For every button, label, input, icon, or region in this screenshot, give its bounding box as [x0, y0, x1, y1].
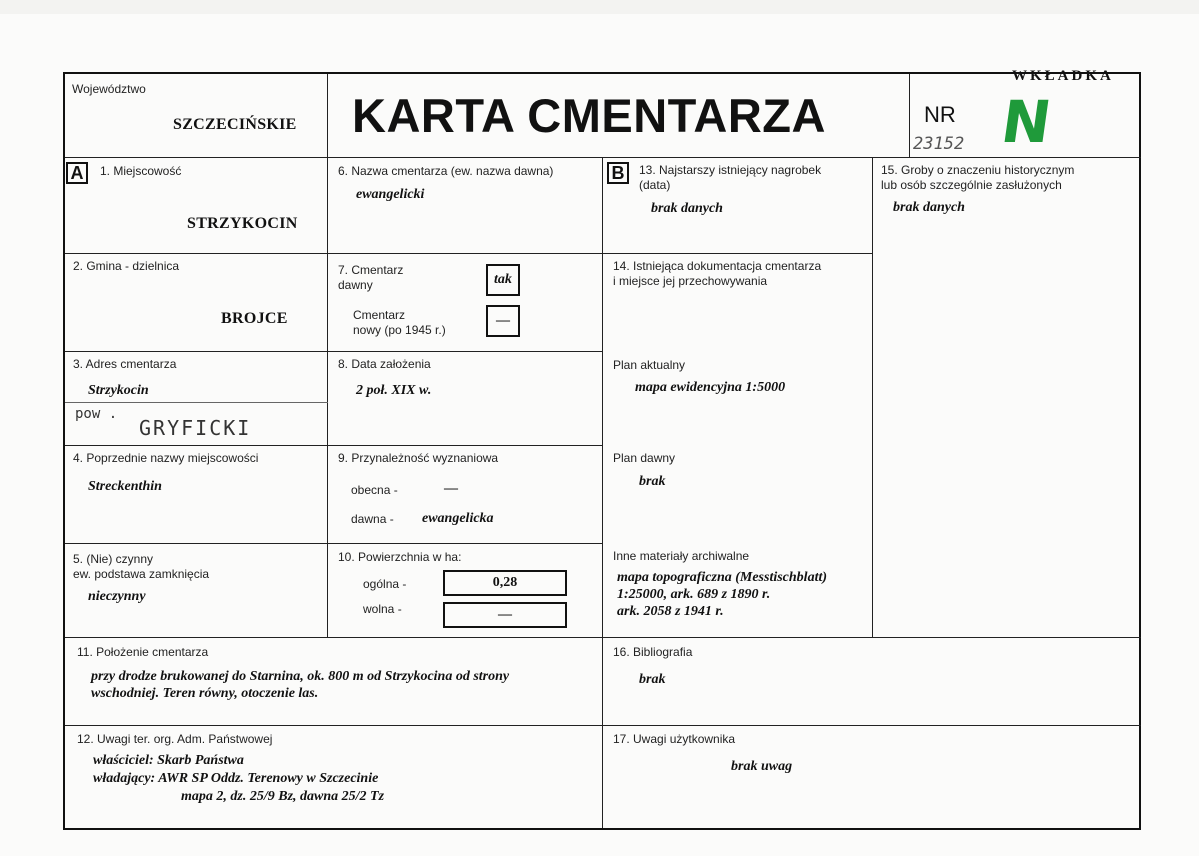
field-15-cell [873, 158, 1141, 638]
field-8-label: 8. Data założenia [338, 357, 431, 371]
field-17-value: brak uwag [731, 759, 793, 774]
wojewodztwo-label: Województwo [72, 82, 146, 96]
field-5-cell [65, 544, 328, 638]
field-7-dawny-box: tak [486, 264, 520, 296]
field-12-line-1: właściciel: Skarb Państwa [93, 753, 244, 768]
field-13-cell [603, 158, 873, 254]
field-9-cell [328, 446, 603, 544]
field-11-cell [65, 638, 603, 726]
field-3-value: Strzykocin [88, 383, 149, 398]
field-9-dawna-value: ewangelicka [422, 511, 494, 526]
field-3-cell [65, 352, 328, 446]
inne-materialy-value: mapa topograficzna (Messtischblatt) 1:25000, ark. 689 z 1890 r. ark. 2058 z 1941 r. [617, 570, 828, 619]
inne-materialy-label: Inne materiały archiwalne [613, 549, 750, 563]
plan-dawny-value: brak [639, 474, 666, 489]
field-4-cell [65, 446, 328, 544]
section-a-marker: A [66, 162, 88, 184]
field-9-dawna-label: dawna - [351, 512, 394, 526]
field-1-value: STRZYKOCIN [187, 215, 298, 232]
field-16-label: 16. Bibliografia [613, 645, 693, 659]
field-16-value: brak [639, 672, 666, 687]
plan-dawny-label: Plan dawny [613, 451, 676, 465]
field-4-label: 4. Poprzednie nazwy miejscowości [73, 451, 259, 465]
field-12-label: 12. Uwagi ter. org. Adm. Państwowej [77, 732, 273, 746]
field-10-ogolna-label: ogólna - [363, 577, 407, 591]
field-3-pow-label: pow . [75, 406, 118, 422]
plan-aktualny-label: Plan aktualny [613, 358, 686, 372]
field-15-label: 15. Groby o znaczeniu historycznym lub osób szczególnie zasłużonych [881, 163, 1075, 192]
field-13-value: brak danych [651, 201, 723, 216]
nr-cell [910, 74, 1141, 158]
field-3-pow-value: GRYFICKI [139, 416, 252, 440]
wojewodztwo-cell [65, 74, 328, 158]
field-8-cell [328, 352, 603, 446]
field-14-column [603, 254, 873, 638]
wojewodztwo-value: SZCZECIŃSKIE [173, 116, 297, 133]
field-10-label: 10. Powierzchnia w ha: [338, 550, 462, 564]
field-6-label: 6. Nazwa cmentarza (ew. nazwa dawna) [338, 164, 554, 178]
field-10-ogolna-box: 0,28 [443, 570, 567, 596]
nr-handwritten: 23152 [913, 134, 965, 154]
field-3-label: 3. Adres cmentarza [73, 357, 177, 371]
field-6-cell [328, 158, 603, 254]
field-13-label: 13. Najstarszy istniejący nagrobek (data) [639, 163, 822, 192]
field-10-wolna-box: — [443, 602, 567, 628]
field-15-value: brak danych [893, 200, 965, 215]
field-17-cell [603, 726, 1141, 828]
field-8-value: 2 poł. XIX w. [356, 383, 432, 398]
field-2-label: 2. Gmina - dzielnica [73, 259, 180, 273]
field-5-label: 5. (Nie) czynny ew. podstawa zamknięcia [73, 552, 210, 581]
field-9-obecna-label: obecna - [351, 483, 398, 497]
field-14-label: 14. Istniejąca dokumentacja cmentarza i miejsce jej przechowywania [613, 259, 822, 288]
nr-label: NR [924, 102, 956, 127]
field-9-obecna-value: — [444, 481, 458, 496]
page-title: KARTA CMENTARZA [352, 89, 826, 142]
field-1-label: 1. Miejscowość [100, 164, 182, 178]
field-11-value: przy drodze brukowanej do Starnina, ok. 800 m od Strzykocina od strony wschodniej. Teren równy, otoczenie las. [91, 669, 510, 701]
title-cell [328, 74, 910, 158]
document-sheet [0, 14, 1199, 856]
section-b-marker: B [607, 162, 629, 184]
field-10-cell [328, 544, 603, 638]
field-2-cell [65, 254, 328, 352]
field-2-value: BROJCE [221, 310, 288, 327]
field-17-label: 17. Uwagi użytkownika [613, 732, 736, 746]
field-9-label: 9. Przynależność wyznaniowa [338, 451, 499, 465]
field-5-value: nieczynny [88, 589, 146, 604]
field-3-underline [65, 402, 328, 403]
field-1-cell [65, 158, 328, 254]
field-4-value: Streckenthin [88, 479, 162, 494]
field-12-cell [65, 726, 603, 828]
field-16-cell [603, 638, 1141, 726]
field-7-cell [328, 254, 603, 352]
field-11-label: 11. Położenie cmentarza [77, 645, 209, 659]
field-10-wolna-label: wolna - [363, 602, 402, 616]
field-7-nowy-label: Cmentarz nowy (po 1945 r.) [353, 308, 446, 337]
cemetery-card-form [63, 72, 1141, 830]
field-12-line-2: władający: AWR SP Oddz. Terenowy w Szczecinie [93, 771, 379, 786]
wkladka-stamp: WKŁADKA [1012, 68, 1114, 84]
field-12-line-3: mapa 2, dz. 25/9 Bz, dawna 25/2 Tz [181, 789, 385, 804]
field-7-nowy-box: — [486, 305, 520, 337]
field-7-label: 7. Cmentarz dawny [338, 263, 404, 292]
plan-aktualny-value: mapa ewidencyjna 1:5000 [635, 380, 786, 395]
field-6-value: ewangelicki [356, 187, 425, 202]
section-mark-handwritten: N [997, 88, 1056, 156]
